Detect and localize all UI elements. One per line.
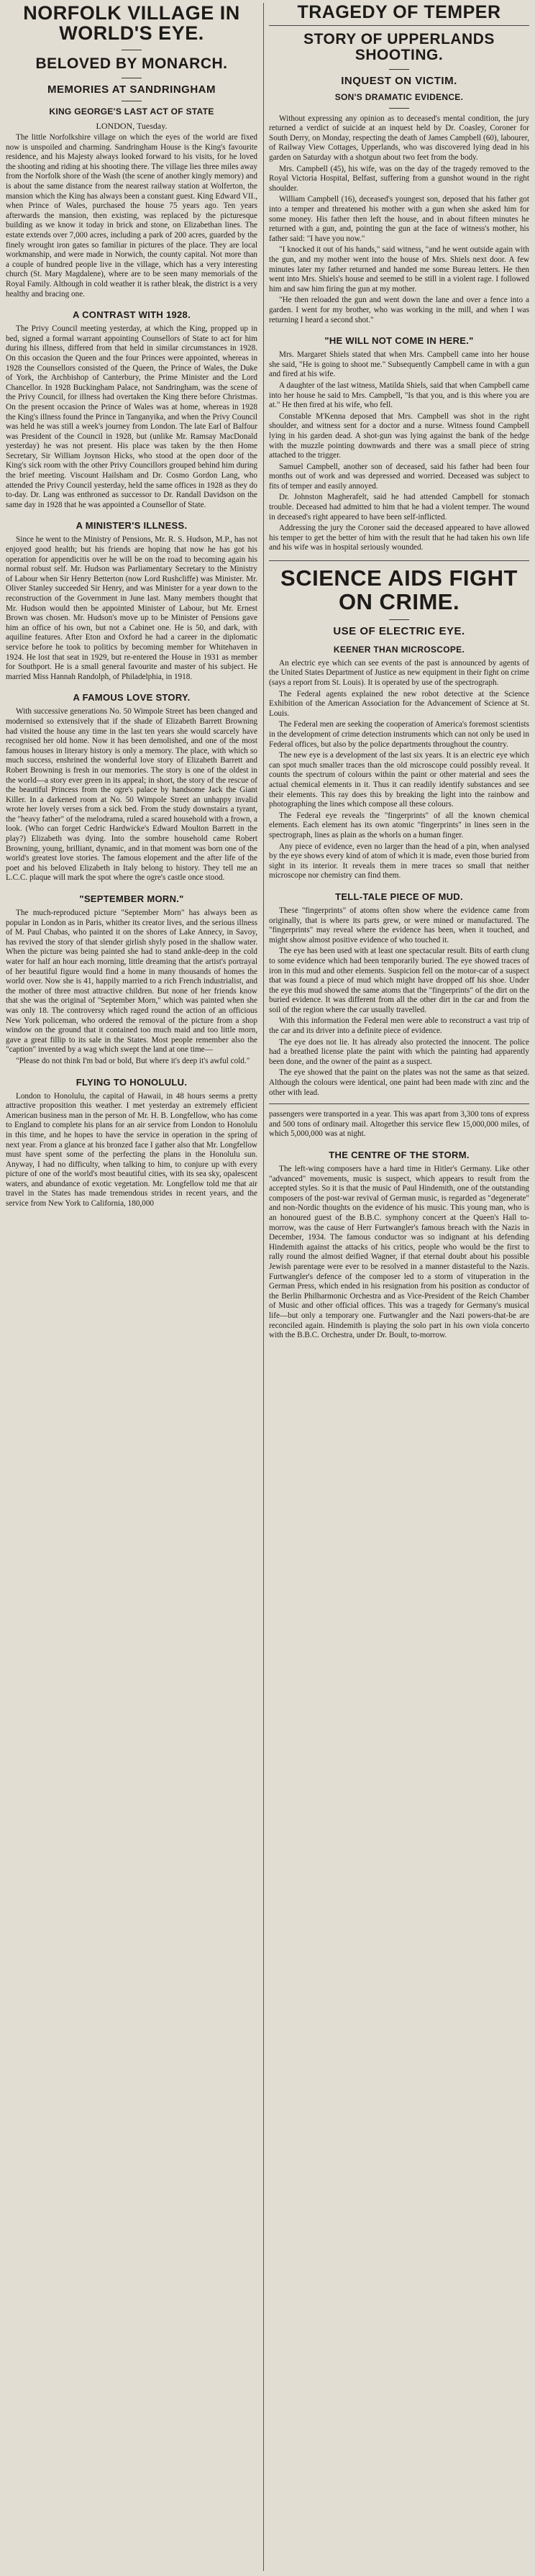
section-head-storm: THE CENTRE OF THE STORM. — [329, 1150, 470, 1160]
paragraph: The left-wing composers have a hard time in Hitler's Germany. Like other "advanced" movements, music is suspect, which appears to result from the accepted styles. So it is that the music of Paul Hindemith, one of the outstanding composers of the post-war revival of German music, is regarded as "degenerate" and non-Nordic thoughts on the evidence of his music. This young man, who is an honoured guest of the B.B.C. symphony concert at the Queen's Hall to-morrow, was the cause of Herr Furtwangler's famous breach with the Nazis in December, 1934. The famous conductor was so indignant at his defending Hindemith against the attacks of his critics, people who would be the first to rally round the almost deified Wagner, if that eternal doubt about his possible Jewish parentage were ever to be resolved in a manner distasteful to the Nazis. Furtwangler's defence of the composer led to a storm of vituperation in the German Press, which ended in his resignation from his position as conductor of the Berlin Philharmonic Orchestra and as Vice-President of the Reich Chamber of Music and other official offices. This was a tragedy for Germany's musical life—but only a temporary one. Furtwangler and the Nazi powers-that-be are reconciled again. Hindemith is playing the solo part in his own viola concerto with the B.B.C. Orchestra, under Dr. Boult, to-morrow. — [269, 1165, 529, 1340]
paragraph: Mrs. Campbell (45), his wife, was on the day of the tragedy removed to the Royal Victoria Hospital, Belfast, suffering from a gunshot wound in the right shoulder. — [269, 164, 529, 193]
divider — [389, 69, 409, 70]
paragraph: The eye has been used with at least one spectacular result. Bits of earth clung to some evidence which had been temporarily buried. The eye showed traces of iron in this mud and other elements. Suspicion fell on the motor-car of a suspect that was found a piece of mud which might have dropped off his shoe. Under the eye this mud showed the same atoms that the "fingerprints" of the dirt on the buried evidence. It was different from all the other dirt in the car and from the soil of the region where the car usually travelled. — [269, 947, 529, 1014]
divider — [269, 560, 529, 561]
headline-science: SCIENCE AIDS FIGHT ON CRIME. — [280, 565, 518, 614]
paragraph: Dr. Johnston Magherafelt, said he had attended Campbell for stomach trouble. Deceased had admitted to him that he had a violent temper. The wound in deceased's right appeared to have been self-inflicted. — [269, 493, 529, 522]
section-head-contrast: A CONTRAST WITH 1928. — [72, 309, 191, 321]
paragraph: "He then reloaded the gun and went down the lane and over a fence into a garden. I went for my brother, who was working in the mill, and when I was returning I heard a second shot." — [269, 296, 529, 324]
article-honolulu — [6, 1092, 257, 1209]
paragraph: The Federal eye reveals the "fingerprints" of all the known chemical elements. Each element has its own atomic "fingerprints" in lines seen in the spectrograph, lines as plain as the whorls on a human finger. — [269, 811, 529, 839]
subhead-memories: MEMORIES AT SANDRINGHAM — [47, 83, 216, 96]
paragraph: The Federal men are seeking the cooperation of America's foremost scientists in the development of crime detection instruments which can not only be used in Federal offices, but also by the police departments throughout the country. — [269, 720, 529, 749]
paragraph: Since he went to the Ministry of Pensions, Mr. R. S. Hudson, M.P., has not enjoyed good health; but his friends are hoping that now he has got his operation for appendicitis over he will be on the road to becoming again his normal robust self. Mr. Hudson was Parliamentary Secretary to the Ministry of Labour when Sir Henry Betterton (now Lord Rushcliffe) was Minister. Mr. Oliver Stanley succeeded Sir Henry, and was Minister for a year down to the reconstruction of the Government in June last. Many members thought that Mr. Hudson would then be appointed Minister of Labour, but Mr. Ernest Brown was chosen. Mr. Hudson's move up to be Minister of Pensions gave him an office of his own, but not a Cabinet one. He is 50, and dark, with aquiline features. After Eton and Oxford he had a career in the diplomatic service before he took to politics by becoming member for Whitehaven in 1924. He lost that seat in 1929, but re-entered the House in 1931 as member for Southport. He is a small general favourite and master of his subject. He married Miss Hannah Randolph, of Philadelphia, in 1918. — [6, 535, 257, 681]
divider — [269, 1103, 529, 1104]
paragraph: The Privy Council meeting yesterday, at which the King, propped up in bed, signed a formal warrant appointing Counsellors of State to act for him during his illness, differed from that held in similar circumstances in 1928. On this occasion the Queen and the four Princes were appointed, whereas in 1928 the Counsellors consisted of the Queen, the Prince of Wales, the Duke of York, the Archbishop of Canterbury, the Prime Minister and the Lord Chancellor. In 1928 Buckingham Palace, not Sandringham, was the scene of the Privy Council, for illness had overtaken the King there before Christmas. On the present occasion the Prince of Wales was at home, whereas in 1928 the King's illness found the Prince in Tanganyika, and when the Privy Council was held he was still a week's journey from London. The late Earl of Balfour was President of the Council in 1928, but (unlike Mr. Ramsay MacDonald yesterday) he was not present. His place was taken by the then Home Secretary, Sir William Joynson Hicks, who stood at the open door of the King's sick room with the other Privy Councillors grouped behind him during the brief meeting. Viscount Hailsham and Dr. Cosmo Gordon Lang, who attended the Privy Council yesterday, held the same offices in 1928 as they do to-day. Dr. Lang was enthroned as successor to Dr. Randall Davidson on the same day in 1928 that he was appointed a Counsellor of State. — [6, 324, 257, 509]
article-love-story — [6, 707, 257, 883]
subhead-evidence: SON'S DRAMATIC EVIDENCE. — [334, 92, 464, 103]
section-head-microscope: KEENER THAN MICROSCOPE. — [333, 644, 465, 655]
article-passengers — [269, 1110, 529, 1139]
right-column — [269, 0, 529, 2576]
paragraph: Addressing the jury the Coroner said the deceased appeared to have allowed his temper to get the better of him with the result that he had taken his own life and his wife was in hospital seriously wounded. — [269, 524, 529, 552]
section-head-mud: TELL-TALE PIECE OF MUD. — [335, 891, 463, 902]
paragraph: A daughter of the last witness, Matilda Shiels, said that when Campbell came into her house he said to Mrs. Campbell, "Is that you, and is this where you are at." He then fired at his wife, who fell. — [269, 381, 529, 410]
article-contrast — [6, 324, 257, 510]
article-mud — [269, 906, 529, 1098]
paragraph: "I knocked it out of his hands," said witness, "and he went outside again with the gun, and my mother went into the house of Mrs. Shiels next door. A few minutes later my father returned and handed me some Bureau letters. He then went into Mrs. Shiels's house and seemed to be still in a violent rage. I followed him and saw him firing the gun at my mother. — [269, 245, 529, 293]
section-head-minister: A MINISTER'S ILLNESS. — [76, 520, 188, 532]
paragraph: With this information the Federal men were able to reconstruct a vast trip of the car and its driver into a definite piece of evidence. — [269, 1016, 529, 1036]
subhead-electric-eye: USE OF ELECTRIC EYE. — [333, 625, 465, 638]
paragraph: The eye does not lie. It has already also protected the innocent. The police had a breathed license plate the paint with which the painting had apparently been done, and the owner of the paint as a suspect. — [269, 1037, 529, 1066]
section-head-september: "SEPTEMBER MORN." — [79, 893, 184, 905]
article-september — [6, 909, 257, 1067]
paragraph: Constable M'Kenna deposed that Mrs. Campbell was shot in the right shoulder, and witness sent for a doctor and a nurse. Witness found Campbell lying in his garden dead. A shot-gun was lying against the bank of the hedge with the muzzle pointing downwards and there was a small piece of string attached to the trigger. — [269, 411, 529, 460]
section-head-will-not: "HE WILL NOT COME IN HERE." — [324, 335, 474, 347]
article-science — [269, 659, 529, 881]
paragraph: William Campbell (16), deceased's youngest son, deposed that his father got into a temper and threatened his mother with a gun when she asked him for some money. His father then left the house, and in about fifteen minutes he returned with a gun, and, pointing the gun at the face of witness's mother, his father said: "I have you now." — [269, 195, 529, 243]
article-intro — [6, 133, 257, 299]
divider — [269, 25, 529, 26]
paragraph: The much-reproduced picture "September Morn" has always been as popular in London as in Paris, whither its creator lives, and the serious illness of M. Paul Chabas, who painted it on the shores of Lake Annecy, in Savoy, has revived the story of that slender girlish shyly posed in the shallow water. When the picture was being painted she had to stand ankle-deep in the cold water for half an hour each morning, little dreaming that the artist's portrayal of her beautiful figure would find a home in many thousands of homes the world over. Now she is 41, happily married to a rich French industrialist, and the mother of three most attractive children. But none of her friends know that she was the original of "September Morn," which was painted when she was only 18. The controversy which raged round the action of an officious New York policeman, who ordered the removal of the picture from a shop window on the ground that it contained too much maid and too little morn, gave a great fillip to its sale in the States. Most people remember also the "caption" invented by a wag which swept the land at one time— — [6, 909, 257, 1055]
subhead-last-act: KING GEORGE'S LAST ACT OF STATE — [49, 106, 214, 117]
paragraph: Any piece of evidence, even no larger than the head of a pin, when analysed by the eye shows every kind of atom of which it is made, even those buried from sight in its interior. It reveals them in mere traces so small that neither microscope nor chemistry can find them. — [269, 842, 529, 880]
subhead-upperlands: STORY OF UPPERLANDS SHOOTING. — [303, 31, 495, 64]
paragraph: The little Norfolkshire village on which the eyes of the world are fixed now is unspoiled and charming. Sandringham House is the King's favourite residence, and his Majesty always looked forward to his visits, for he loved the shooting and riding at his shooting there. The village lies three miles away from the Norfolk shore of the Wash (the scene of another kingly memory) and is about the same distance from the nearest railway station at Wolferton, the mansion which the King has always been a constant guest. King Edward VII., when Prince of Wales, purchased the house 75 years ago. Ten years afterwards the mansion, then existing, was replaced by the picturesque building as we know it today in brick and stone, on Elizabethan lines. The estate extends over 7,000 acres, including a park of 200 acres, guarded by the finely wrought iron gates so familiar in pictures of the place. They are local workmanship, and were made in Norwich, the county capital. Not more than a couple of hundred people live in the village, which has a very interesting church (St. Mary Magdalene), where are to be seen many memorials of the Royal Family. Although in cold weather it is rather bleak, the district is a very healthy and bracing one. — [6, 133, 257, 299]
paragraph: With successive generations No. 50 Wimpole Street has been changed and modernised so extensively that if the shade of Elizabeth Barrett Browning had visited the house any time in the last ten years she would scarcely have recognised her old home. Now it has been demolished, and one of the most famous houses in literary history is only a memory. The place, with which so much success, enshrined the wonderful love story of Elizabeth Barrett and Robert Browning is fresh in our memories. The story is one of the oldest in the world—a story ever green in its appeal; in short, the story of the rescue of the beautiful Princess from the ogre's palace by handsome Jack the Giant Killer. In a darkened room at No. 50 Wimpole Street an unhappy invalid wrote her lovely verses from a sick bed. From the study downstairs a tyrant, the "heavy father" of the melodrama, ruled a scared household with a frown, a look. (Who can forget Cedric Hardwicke's Edward Moulton Barrett in the play?) Elizabeth was dying. Into the sombre household came Robert Browning, young, brilliant, dynamic, and in that moment was born one of the world's greatest love stories. The famous elopement and the after life of the poet and his beloved Elizabeth in Italy belong to history. They tell me an L.C.C. plaque will mark the spot where the ogre's castle once stood. — [6, 707, 257, 883]
subhead-inquest: INQUEST ON VICTIM. — [341, 75, 457, 88]
subhead-beloved: BELOVED BY MONARCH. — [35, 55, 228, 72]
article-will-not — [269, 350, 529, 553]
headline-tragedy: TRAGEDY OF TEMPER — [297, 2, 501, 22]
paragraph: Mrs. Margaret Shiels stated that when Mrs. Campbell came into her house she said, "He is going to shoot me." Subsequently Campbell came in with a gun and fired at his wife. — [269, 350, 529, 379]
left-column — [6, 0, 262, 2576]
divider — [389, 619, 409, 620]
headline-norfolk: NORFOLK VILLAGE IN WORLD'S EYE. — [23, 2, 240, 45]
paragraph: Samuel Campbell, another son of deceased, said his father had been four months out of work and was depressed and worried. Deceased was subject to fits of temper and easily annoyed. — [269, 462, 529, 491]
paragraph: These "fingerprints" of atoms often show where the evidence came from originally, that is where its parts grew, or were mined or manufactured. The "fingerprints" may reveal where the evidence has been, when it touched, and might show almost positive evidence of who touched it. — [269, 906, 529, 945]
article-minister — [6, 535, 257, 682]
article-storm — [269, 1165, 529, 1341]
paragraph: An electric eye which can see events of the past is announced by agents of the United States Department of Justice as new equipment in their fight on crime (says a report from St. Louis). It is operated by use of the spectrograph. — [269, 658, 529, 688]
paragraph: Without expressing any opinion as to deceased's mental condition, the jury returned a verdict of suicide at an inquest held by Dr. Coasley, Coroner for South Derry, on Monday, respecting the death of James Campbell (60), labourer, of Railway View Cottages, Upperlands, who was discovered lying dead in his garden on Saturday with a shotgun about two feet from the body. — [269, 114, 529, 163]
section-head-love-story: A FAMOUS LOVE STORY. — [73, 692, 191, 704]
paragraph: "Please do not think I'm bad or bold, But where it's deep it's awful cold." — [16, 1056, 250, 1065]
divider — [389, 108, 409, 109]
dateline: LONDON, Tuesday. — [96, 121, 168, 132]
article-inquest — [269, 114, 529, 325]
paragraph: The new eye is a development of the last six years. It is an electric eye which can spot much smaller traces than the old microscope could possibly reveal. It counts the spectrum of colours within the paint or other material and sees the actual chemical elements in it. Thus it can readily identify substances and see their elements. This ray does this by breaking the light into the rainbow and photographing the lines which compose all these colours. — [269, 751, 529, 809]
paragraph: passengers were transported in a year. This was apart from 3,300 tons of express and 500 tons of ordinary mail. Altogether this service flew 15,000,000 miles, of which 5,000,000 was at night. — [269, 1110, 529, 1139]
paragraph: The Federal agents explained the new robot detective at the Science Exhibition of the American Association for the Advancement of Science at St. Louis. — [269, 689, 529, 718]
section-head-honolulu: FLYING TO HONOLULU. — [76, 1076, 188, 1088]
paragraph: London to Honolulu, the capital of Hawaii, in 48 hours seems a pretty attractive proposition this weather. I met yesterday an extremely efficient American business man in the person of Mr. H. B. Longfellow, who has come to England to complete his plans for an air service from London to Honolulu in this time, and he hopes to have the service in operation in the spring of next year. From a glance at his bronzed face I gather also that Mr. Longfellow must have spent some of the perfecting the plans in the Honolulu sun. Anyway, I had no difficulty, when talking to him, to conjure up with every picture of one of the world's most beautiful cities, with its sea sky, opalescent waters, and abundance of exotic vegetation. Mr. Longfellow told me that air travel in the States has made tremendous strides in recent years, and the service from New York to California, 180,000 — [6, 1091, 257, 1209]
paragraph: The eye showed that the paint on the plates was not the same as that seized. Although the colours were identical, one paint had been made with zinc and the other with lead. — [269, 1068, 529, 1097]
column-rule — [263, 3, 264, 2571]
